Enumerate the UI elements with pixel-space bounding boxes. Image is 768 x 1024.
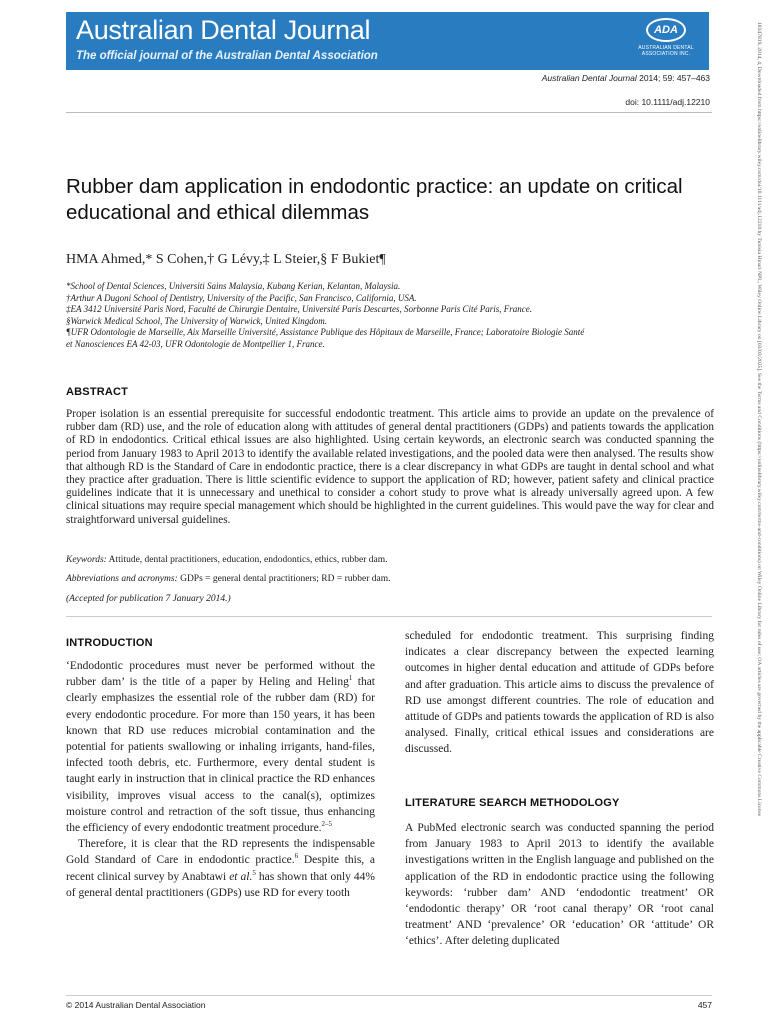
reference-marker[interactable]: 5 (252, 868, 256, 877)
keywords (66, 555, 714, 565)
reference-marker[interactable]: 2–5 (321, 820, 333, 829)
affiliation: ¶UFR Odontologie de Marseille, Aix Marseille Université, Assistance Publique des Hôpitaux de Marseille, France; Laboratoire Biologie Santé (66, 327, 585, 337)
footer-divider (66, 995, 712, 996)
citation-details: 2014; 59: 457–463 (636, 73, 710, 83)
text-run: Therefore, it is clear that the RD represents the indispensable Gold Standard of Care in endodontic practice. (66, 838, 375, 867)
article-title: Rubber dam application in endodontic practice: an update on critical educational and ethical dilemmas (66, 175, 683, 224)
section-heading-introduction: INTRODUCTION (66, 637, 153, 649)
text-run: that clearly emphasizes the essential role of the rubber dam (RD) for every endodontic procedure. For more than 150 years, it has been known that RD use reduces microbial contamination and the potential for patients swallowing or inhaling irrigants, hand-files, infected tooth debris, etc. Furthermore, every dental student is taught early in instruction that in clinical practice the RD enhances visibility, improves visual access to the canal(s), optimizes moisture control and retraction of the soft tissue, thus enhancing the efficiency of every endodontic treatment procedure. (66, 676, 375, 835)
text-run: has shown that only 44% of general dental practitioners (GDPs) use RD for every tooth (66, 870, 376, 899)
intro-paragraph-continued: scheduled for endodontic treatment. This surprising finding indicates a clear discrepancy between the expected learning outcomes in higher dental education and attitude of GDPs before and after graduation. This article aims to discuss the prevalence of RD use amongst different countries. The role of education and attitude of GDPs and patients towards the application of RD is also analysed. Finally, critical ethical issues and considerations are discussed. (405, 630, 714, 756)
text-run: et al. (229, 870, 253, 883)
right-column-top (405, 628, 714, 758)
abstract-text: Proper isolation is an essential prerequisite for successful endodontic treatment. This article aims to provide an update on the prevalence of rubber dam (RD) use, and the role of education along with attitudes of general dental practitioners (GDPs) and patients towards the application of RD in endodontics. Critical ethical issues are also highlighted. Using certain keywords, an electronic search was conducted spanning the period from January 1983 to April 2013 to identify the available related investigations, and the pooled data were then analysed. The results show that although RD is the Standard of Care in endodontic practice, there is a clear discrepancy in what GDPs are taught in dental school and what they practice after graduation. There is little scientific evidence to support the application of RD; however, patient safety and clinical practice guidelines indicate that it is unnecessary and unethical to consider a cohort study to prove what is already universally agreed upon. A few clinical situations may require special management which should be highlighted in the current guidelines. This would pave the way for clear and straightforward universal guidelines. (66, 408, 714, 526)
doi[interactable]: doi: 10.1111/adj.12210 (625, 97, 710, 107)
journal-tagline: The official journal of the Australian Dental Association (76, 50, 378, 62)
left-column (66, 658, 375, 901)
abstract-heading: ABSTRACT (66, 386, 129, 398)
right-column-bottom (405, 820, 714, 950)
affiliation: †Arthur A Dugoni School of Dentistry, University of the Pacific, San Francisco, California, USA. (66, 292, 417, 303)
journal-name: Australian Dental Journal (76, 15, 371, 45)
keywords-label: Keywords: (66, 555, 107, 565)
affiliation: §Warwick Medical School, The University of Warwick, United Kingdom. (66, 315, 328, 326)
citation (542, 73, 710, 83)
citation-journal: Australian Dental Journal (541, 73, 637, 83)
download-notice-text: 18347819, 2014, 4, Downloaded from https://onlinelibrary.wiley.com/doi/10.1111/adj.12210 by Tunisia Hinari NPL, Wiley Online Library on [03/03/2025]. See the Terms and Conditions (https://onlinelibrary.wiley.com/terms-and-conditions) on Wiley Online Library for rules of use; OA articles are governed by the applicable Creative Commons License (756, 22, 762, 817)
copyright: © 2014 Australian Dental Association (66, 1000, 206, 1010)
author-list: HMA Ahmed,* S Cohen,† G Lévy,‡ L Steier,§ F Bukiet¶ (66, 252, 386, 267)
affiliation: *School of Dental Sciences, Universiti Sains Malaysia, Kubang Kerian, Kelantan, Malaysia. (66, 281, 401, 291)
affiliation: et Nanosciences EA 42-03, UFR Odontologie de Montpellier 1, France. (66, 338, 325, 349)
methodology-paragraph: A PubMed electronic search was conducted spanning the period from January 1983 to April 2013 to identify the available investigations written in the English language and published on the application of the RD in endodontic practice using the following keywords: ‘rubber dam’ AND ‘endodontic treatment’ OR ‘endodontic therapy’ OR ‘root canal therapy’ OR ‘root canal treatment’ AND ‘prevalence’ OR ‘education’ OR ‘attitude’ OR ‘ethics’. After deleting duplicated (405, 822, 714, 948)
affiliation: ‡EA 3412 Université Paris Nord, Faculté de Chirurgie Dentaire, Université Paris Descartes, Sorbonne Paris Cité Paris, France. (66, 304, 533, 314)
keywords-list: Attitude, dental practitioners, education, endodontics, ethics, rubber dam. (106, 555, 388, 565)
text-run: ‘Endodontic procedures must never be performed without the rubber dam’ is the title of a paper by Heling and Heling (66, 660, 375, 689)
text-run: Despite this, a recent clinical survey by Anabtawi (66, 854, 375, 883)
abbreviations-list: GDPs = general dental practitioners; RD = rubber dam. (177, 574, 391, 584)
reference-marker[interactable]: 6 (294, 852, 299, 861)
logo-mark: ADA (646, 18, 686, 42)
accepted-note: (Accepted for publication 7 January 2014.) (66, 594, 231, 604)
reference-marker[interactable]: 1 (348, 674, 353, 683)
journal-banner (66, 12, 709, 70)
abbreviations (66, 574, 714, 584)
download-notice (754, 22, 763, 1002)
abbreviations-label: Abbreviations and acronyms: (66, 574, 178, 584)
abstract-divider (66, 616, 712, 617)
intro-paragraph-2 (66, 836, 375, 901)
header-divider (66, 112, 712, 113)
affiliations (66, 281, 716, 350)
section-heading-methodology: LITERATURE SEARCH METHODOLOGY (405, 797, 620, 809)
logo-text: AUSTRALIAN DENTAL ASSOCIATION INC. (638, 45, 694, 57)
page-number: 457 (697, 1000, 712, 1010)
ada-logo (631, 18, 701, 64)
intro-paragraph-1 (66, 658, 375, 836)
